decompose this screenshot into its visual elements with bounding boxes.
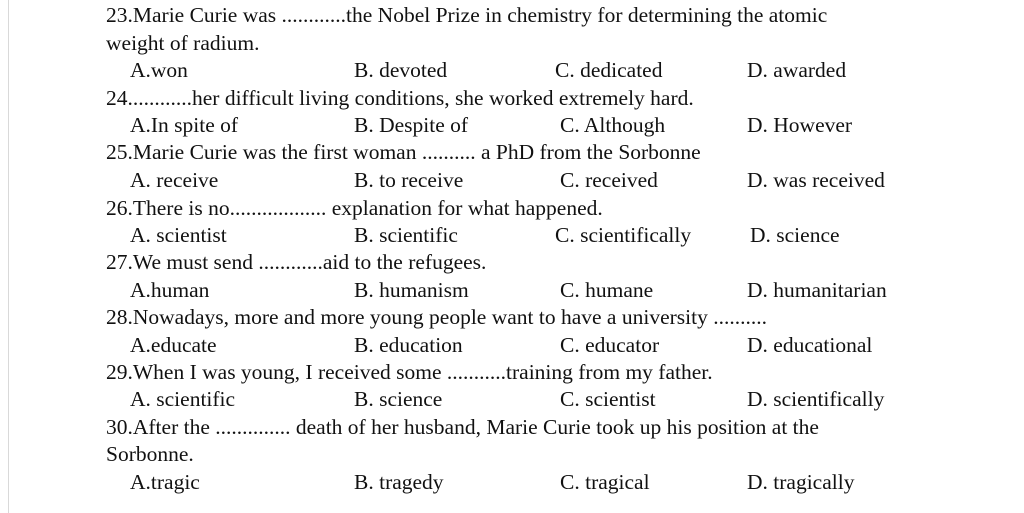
option-a[interactable]: A. receive — [130, 168, 219, 192]
question-28-line-1: 28.Nowadays, more and more young people want to have a university .......... — [106, 305, 767, 329]
option-b[interactable]: B. to receive — [354, 168, 464, 192]
question-28-options — [0, 332, 1024, 359]
option-a[interactable]: A. scientist — [130, 223, 227, 247]
option-b[interactable]: B. devoted — [354, 58, 448, 82]
question-30-line-2: Sorbonne. — [106, 442, 194, 466]
option-b[interactable]: B. scientific — [354, 223, 458, 247]
question-24-line-1: 24............her difficult living conditions, she worked extremely hard. — [106, 86, 694, 110]
option-c[interactable]: C. scientifically — [555, 223, 692, 247]
option-b[interactable]: B. science — [354, 387, 443, 411]
question-29-line-1: 29.When I was young, I received some ...........training from my father. — [106, 360, 713, 384]
option-b[interactable]: B. education — [354, 333, 463, 357]
question-27-options — [0, 277, 1024, 304]
option-c[interactable]: C. educator — [560, 333, 660, 357]
option-c[interactable]: C. received — [560, 168, 658, 192]
question-23-options — [0, 57, 1024, 84]
option-b[interactable]: B. humanism — [354, 278, 469, 302]
question-25-options — [0, 167, 1024, 194]
option-d[interactable]: D. science — [750, 223, 840, 247]
option-b[interactable]: B. Despite of — [354, 113, 469, 137]
option-d[interactable]: D. tragically — [747, 470, 855, 494]
question-30-line-1: 30.After the .............. death of her husband, Marie Curie took up his position at the — [106, 415, 819, 439]
option-c[interactable]: C. dedicated — [555, 58, 663, 82]
question-23-line-1: 23.Marie Curie was ............the Nobel Prize in chemistry for determining the atomic — [106, 3, 828, 27]
option-a[interactable]: A.tragic — [130, 470, 200, 494]
option-d[interactable]: D. humanitarian — [747, 278, 887, 302]
option-a[interactable]: A. scientific — [130, 387, 236, 411]
question-25-line-1: 25.Marie Curie was the first woman .......... a PhD from the Sorbonne — [106, 140, 701, 164]
option-c[interactable]: C. tragical — [560, 470, 650, 494]
question-23-line-2: weight of radium. — [106, 31, 260, 55]
question-30-options — [0, 469, 1024, 496]
option-d[interactable]: D. educational — [747, 333, 873, 357]
question-24-options — [0, 112, 1024, 139]
option-a[interactable]: A.won — [130, 58, 188, 82]
option-d[interactable]: D. was received — [747, 168, 885, 192]
question-29-options — [0, 386, 1024, 413]
option-a[interactable]: A.In spite of — [130, 113, 239, 137]
question-27-line-1: 27.We must send ............aid to the refugees. — [106, 250, 487, 274]
option-d[interactable]: D. scientifically — [747, 387, 885, 411]
option-a[interactable]: A.educate — [130, 333, 217, 357]
question-26-line-1: 26.There is no.................. explanation for what happened. — [106, 196, 603, 220]
option-d[interactable]: D. However — [747, 113, 853, 137]
option-c[interactable]: C. humane — [560, 278, 654, 302]
option-a[interactable]: A.human — [130, 278, 210, 302]
question-26-options — [0, 222, 1024, 249]
option-c[interactable]: C. scientist — [560, 387, 656, 411]
option-c[interactable]: C. Although — [560, 113, 666, 137]
option-b[interactable]: B. tragedy — [354, 470, 444, 494]
option-d[interactable]: D. awarded — [747, 58, 847, 82]
